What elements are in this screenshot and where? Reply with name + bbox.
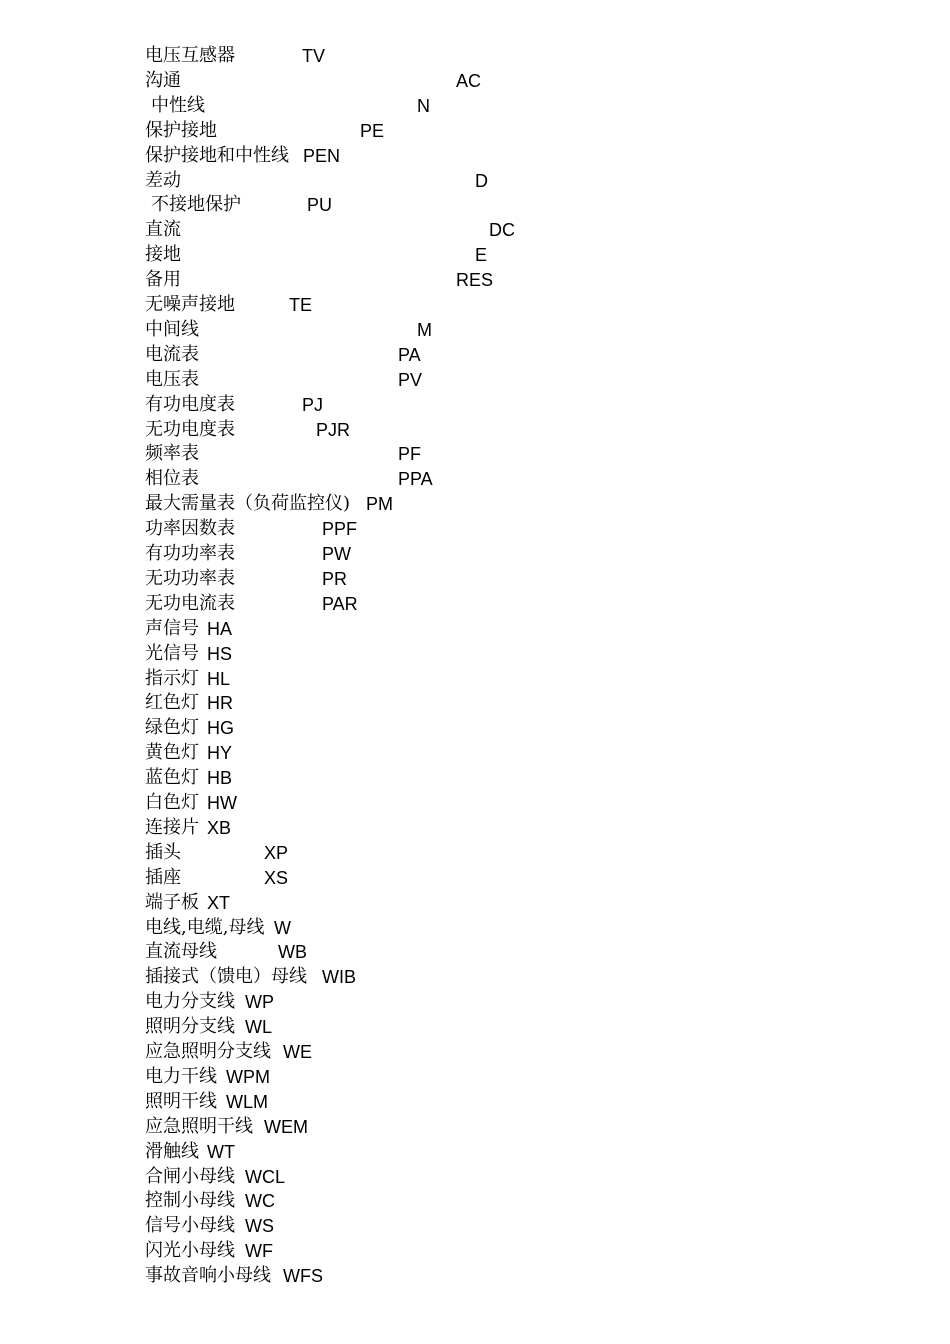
- code-label: WB: [278, 942, 307, 963]
- term-label: 光信号: [145, 642, 199, 664]
- term-label: 插接式（馈电）母线: [145, 966, 307, 988]
- term-label: 电流表: [145, 343, 199, 365]
- term-label: 直流母线: [145, 941, 217, 963]
- term-label: 红色灯: [145, 692, 199, 714]
- term-label: 插座: [145, 866, 181, 888]
- term-label: 声信号: [145, 617, 199, 639]
- code-label: DC: [489, 220, 515, 241]
- code-label: WIB: [322, 967, 356, 988]
- code-label: TE: [289, 295, 313, 315]
- term-label: 插头: [145, 841, 181, 863]
- term-label: 照明分支线: [145, 1016, 235, 1038]
- code-label: PJ: [302, 394, 324, 415]
- code-label: HS: [207, 643, 233, 664]
- term-label: 中间线: [145, 318, 199, 340]
- term-label: 无噪声接地: [145, 294, 235, 315]
- code-label: PU: [307, 195, 333, 216]
- code-label: PW: [322, 544, 351, 564]
- term-label: 端子板: [145, 891, 199, 913]
- term-label: 连接片: [145, 816, 199, 838]
- code-label: PPA: [398, 469, 433, 490]
- code-label: PV: [398, 369, 423, 390]
- term-label: 白色灯: [145, 792, 199, 813]
- term-label: 电力分支线: [145, 991, 235, 1013]
- term-label: 接地: [145, 244, 181, 266]
- code-label: W: [274, 917, 291, 938]
- code-label: M: [417, 319, 432, 340]
- code-label: WF: [245, 1241, 273, 1262]
- code-label: RES: [456, 270, 494, 291]
- term-label: 沟通: [145, 69, 181, 91]
- term-label: 最大需量表（负荷监控仪): [145, 493, 351, 515]
- code-label: WE: [283, 1042, 312, 1062]
- term-label: 中性线: [151, 94, 205, 116]
- term-label: 无功功率表: [145, 567, 235, 589]
- code-label: WCL: [245, 1166, 285, 1187]
- term-label: 电力干线: [145, 1065, 217, 1087]
- code-label: XP: [264, 842, 289, 863]
- code-label: HB: [207, 768, 233, 789]
- code-label: PM: [366, 494, 393, 515]
- code-label: WFS: [283, 1266, 323, 1287]
- code-label: HY: [207, 743, 233, 764]
- term-label: 绿色灯: [145, 717, 199, 739]
- term-label: 指示灯: [145, 667, 199, 689]
- term-label: 差动: [145, 169, 181, 191]
- term-label: 事故音响小母线: [145, 1265, 271, 1287]
- term-label: 闪光小母线: [145, 1240, 235, 1262]
- code-label: D: [475, 170, 488, 191]
- term-label: 应急照明干线: [145, 1115, 253, 1137]
- code-label: XT: [207, 892, 231, 913]
- code-label: WLM: [226, 1091, 268, 1112]
- code-label: PEN: [303, 145, 341, 166]
- term-label: 电压表: [145, 368, 199, 390]
- term-label: 无功电流表: [145, 592, 235, 614]
- code-label: XS: [264, 867, 289, 888]
- term-label: 合闸小母线: [145, 1165, 235, 1187]
- term-label: 保护接地: [145, 119, 217, 141]
- code-label: PE: [360, 120, 385, 141]
- code-label: E: [475, 245, 488, 266]
- code-label: HG: [207, 718, 234, 739]
- term-label: 直流: [145, 219, 181, 241]
- term-label: 备用: [145, 269, 181, 291]
- term-label: 控制小母线: [145, 1190, 235, 1212]
- code-label: WT: [207, 1141, 235, 1162]
- term-label: 应急照明分支线: [145, 1041, 271, 1062]
- term-label: 有功电度表: [145, 393, 235, 415]
- term-label: 无功电度表: [145, 418, 235, 440]
- term-label: 保护接地和中性线: [145, 144, 289, 166]
- term-label: 频率表: [145, 443, 199, 465]
- code-label: PA: [398, 344, 421, 365]
- code-label: PPF: [322, 519, 358, 540]
- term-label: 滑触线: [145, 1140, 199, 1162]
- code-label: N: [417, 95, 430, 116]
- term-label: 信号小母线: [145, 1215, 235, 1237]
- term-label: 黄色灯: [145, 742, 199, 764]
- term-label: 不接地保护: [151, 194, 241, 216]
- code-label: WS: [245, 1216, 274, 1237]
- code-label: HL: [207, 668, 231, 689]
- code-label: XB: [207, 817, 232, 838]
- code-label: TV: [302, 46, 326, 66]
- code-label: PJR: [316, 419, 351, 440]
- code-label: WP: [245, 992, 274, 1013]
- code-label: WL: [245, 1017, 272, 1038]
- code-label: HW: [207, 793, 237, 813]
- code-label: WEM: [264, 1116, 308, 1137]
- term-label: 功率因数表: [145, 518, 235, 540]
- term-label: 有功功率表: [145, 543, 235, 564]
- code-label: PAR: [322, 593, 358, 614]
- term-label: 相位表: [145, 468, 199, 490]
- code-label: PF: [398, 444, 422, 465]
- term-label: 电压互感器: [145, 45, 235, 66]
- term-label: 照明干线: [145, 1090, 217, 1112]
- code-label: HR: [207, 693, 233, 714]
- term-label: 蓝色灯: [145, 767, 199, 789]
- code-label: AC: [456, 70, 482, 91]
- code-label: PR: [322, 568, 348, 589]
- code-label: HA: [207, 618, 233, 639]
- term-label: 电线,电缆,母线: [145, 916, 265, 938]
- code-label: WC: [245, 1191, 275, 1212]
- code-label: WPM: [226, 1066, 270, 1087]
